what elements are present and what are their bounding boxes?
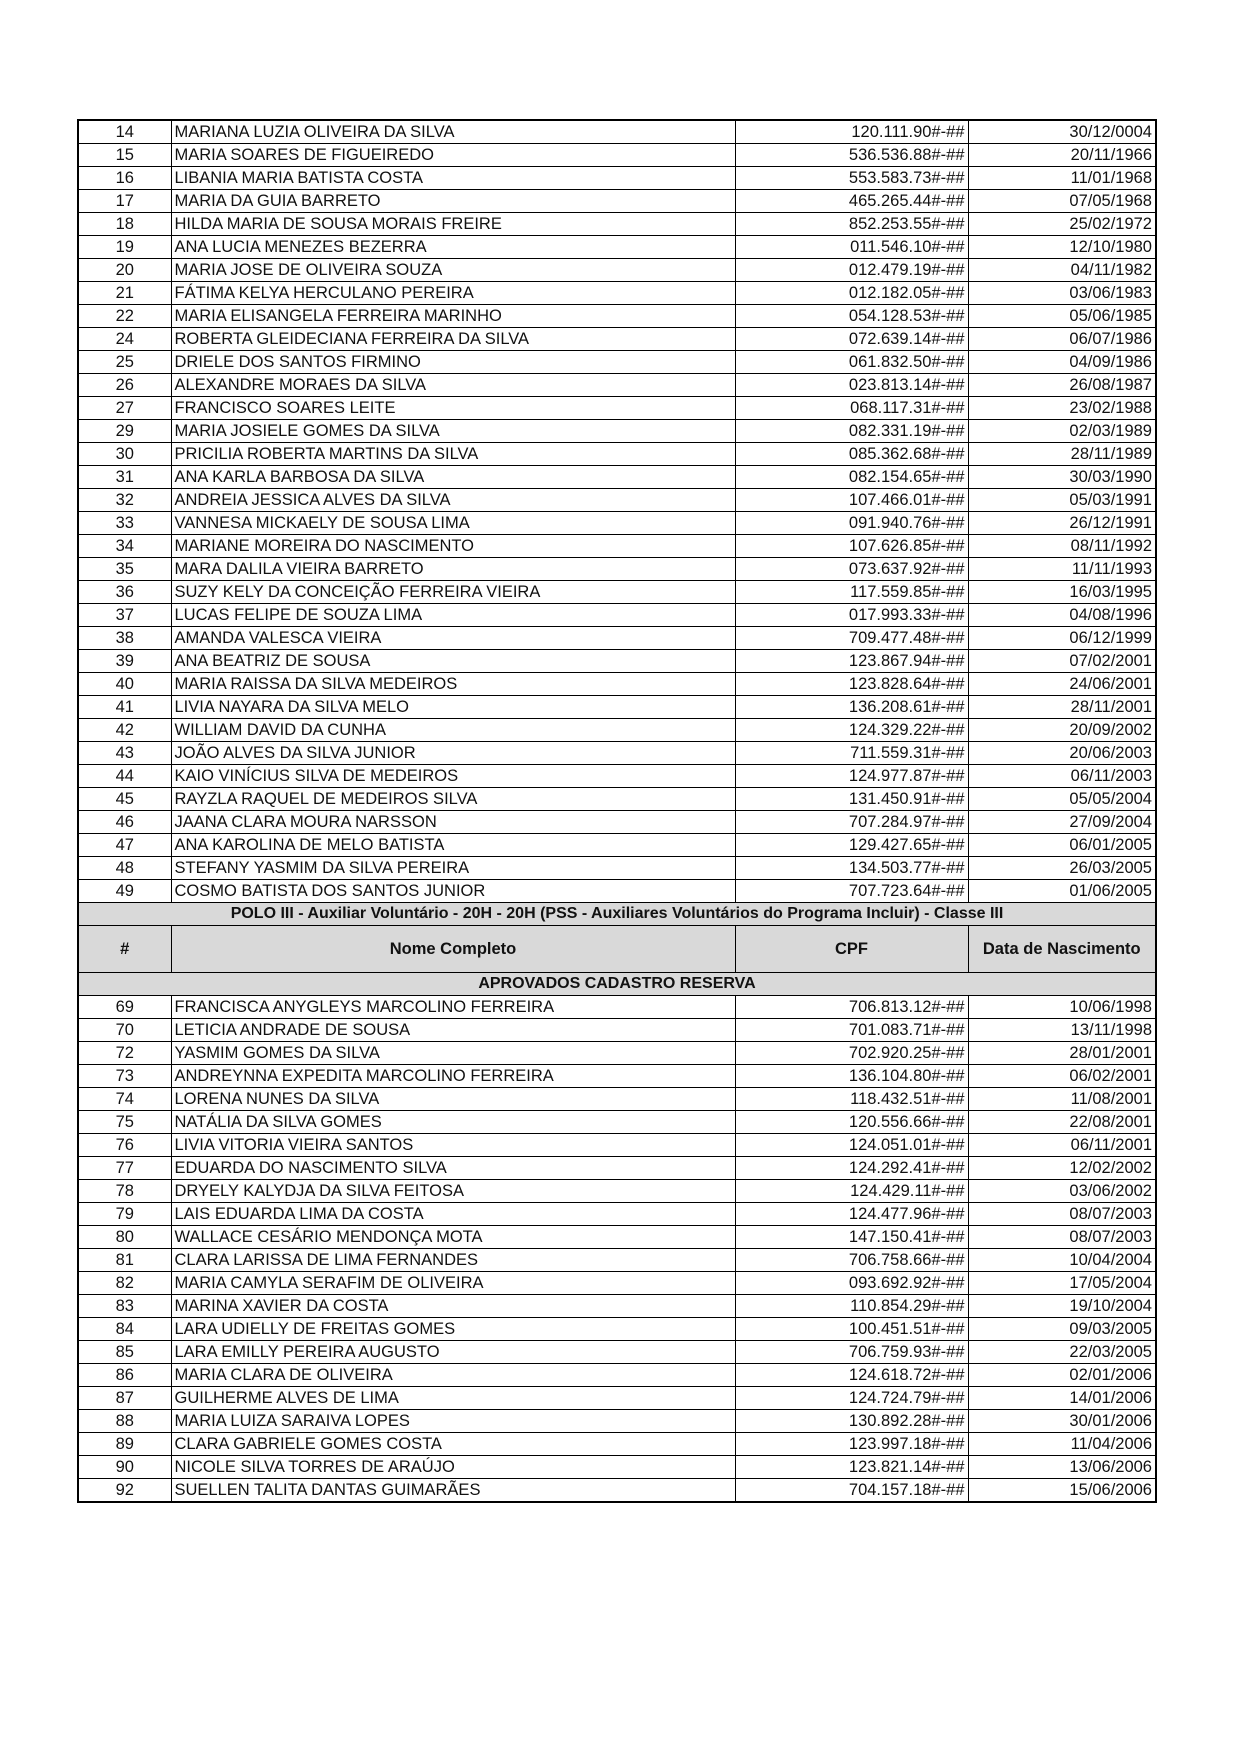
row-number: 75: [78, 1111, 171, 1134]
row-number: 90: [78, 1456, 171, 1479]
table-row: [78, 742, 1156, 765]
birth-date: 20/09/2002: [968, 719, 1156, 742]
candidate-cpf: 124.977.87#-##: [735, 765, 968, 788]
row-number: 37: [78, 604, 171, 627]
birth-date: 12/02/2002: [968, 1157, 1156, 1180]
birth-date: 02/01/2006: [968, 1364, 1156, 1387]
birth-date: 13/06/2006: [968, 1456, 1156, 1479]
polo-title: POLO III - Auxiliar Voluntário - 20H - 20H (PSS - Auxiliares Voluntários do Programa Incluir) - Classe III: [78, 903, 1156, 926]
candidate-cpf: 118.432.51#-##: [735, 1088, 968, 1111]
birth-date: 28/11/2001: [968, 696, 1156, 719]
candidate-name: LETICIA ANDRADE DE SOUSA: [171, 1019, 735, 1042]
table-row: [78, 328, 1156, 351]
candidate-name: MARIANE MOREIRA DO NASCIMENTO: [171, 535, 735, 558]
table-row: [78, 1364, 1156, 1387]
candidate-name: DRIELE DOS SANTOS FIRMINO: [171, 351, 735, 374]
table-row: [78, 1295, 1156, 1318]
row-number: 85: [78, 1341, 171, 1364]
table-row: [78, 996, 1156, 1019]
birth-date: 06/12/1999: [968, 627, 1156, 650]
birth-date: 07/02/2001: [968, 650, 1156, 673]
table-row: [78, 144, 1156, 167]
candidate-cpf: 134.503.77#-##: [735, 857, 968, 880]
birth-date: 05/06/1985: [968, 305, 1156, 328]
birth-date: 20/11/1966: [968, 144, 1156, 167]
row-number: 14: [78, 120, 171, 144]
candidate-cpf: 124.329.22#-##: [735, 719, 968, 742]
candidate-cpf: 017.993.33#-##: [735, 604, 968, 627]
birth-date: 22/08/2001: [968, 1111, 1156, 1134]
row-number: 44: [78, 765, 171, 788]
birth-date: 10/04/2004: [968, 1249, 1156, 1272]
birth-date: 06/07/1986: [968, 328, 1156, 351]
birth-date: 14/01/2006: [968, 1387, 1156, 1410]
row-number: 21: [78, 282, 171, 305]
table-row: [78, 788, 1156, 811]
candidate-cpf: 120.111.90#-##: [735, 120, 968, 144]
table-row: [78, 236, 1156, 259]
candidate-name: ANA KARLA BARBOSA DA SILVA: [171, 466, 735, 489]
candidate-name: MARIA CAMYLA SERAFIM DE OLIVEIRA: [171, 1272, 735, 1295]
birth-date: 16/03/1995: [968, 581, 1156, 604]
candidate-cpf: 120.556.66#-##: [735, 1111, 968, 1134]
candidate-name: LIVIA VITORIA VIEIRA SANTOS: [171, 1134, 735, 1157]
candidate-cpf: 023.813.14#-##: [735, 374, 968, 397]
candidate-name: PRICILIA ROBERTA MARTINS DA SILVA: [171, 443, 735, 466]
row-number: 29: [78, 420, 171, 443]
table-row: [78, 512, 1156, 535]
candidate-name: MARA DALILA VIEIRA BARRETO: [171, 558, 735, 581]
table-row: [78, 811, 1156, 834]
candidate-name: ALEXANDRE MORAES DA SILVA: [171, 374, 735, 397]
candidate-cpf: 107.626.85#-##: [735, 535, 968, 558]
candidate-cpf: 012.182.05#-##: [735, 282, 968, 305]
row-number: 49: [78, 880, 171, 903]
table-row: [78, 397, 1156, 420]
row-number: 81: [78, 1249, 171, 1272]
birth-date: 20/06/2003: [968, 742, 1156, 765]
row-number: 87: [78, 1387, 171, 1410]
row-number: 74: [78, 1088, 171, 1111]
table-row: [78, 213, 1156, 236]
candidate-name: LARA EMILLY PEREIRA AUGUSTO: [171, 1341, 735, 1364]
row-number: 69: [78, 996, 171, 1019]
candidate-name: LIVIA NAYARA DA SILVA MELO: [171, 696, 735, 719]
row-number: 22: [78, 305, 171, 328]
table-row: [78, 259, 1156, 282]
table-row: [78, 1456, 1156, 1479]
table-row: [78, 1433, 1156, 1456]
birth-date: 05/03/1991: [968, 489, 1156, 512]
row-number: 80: [78, 1226, 171, 1249]
candidate-cpf: 553.583.73#-##: [735, 167, 968, 190]
candidate-name: LORENA NUNES DA SILVA: [171, 1088, 735, 1111]
candidate-name: MARIA ELISANGELA FERREIRA MARINHO: [171, 305, 735, 328]
candidate-name: ANDREIA JESSICA ALVES DA SILVA: [171, 489, 735, 512]
candidate-cpf: 100.451.51#-##: [735, 1318, 968, 1341]
table-row: [78, 673, 1156, 696]
row-number: 43: [78, 742, 171, 765]
row-number: 16: [78, 167, 171, 190]
table-row: [78, 351, 1156, 374]
candidate-cpf: 701.083.71#-##: [735, 1019, 968, 1042]
candidate-name: MARIA SOARES DE FIGUEIREDO: [171, 144, 735, 167]
row-number: 32: [78, 489, 171, 512]
candidate-cpf: 123.828.64#-##: [735, 673, 968, 696]
candidate-name: FRANCISCA ANYGLEYS MARCOLINO FERREIRA: [171, 996, 735, 1019]
row-number: 70: [78, 1019, 171, 1042]
candidate-name: LAIS EDUARDA LIMA DA COSTA: [171, 1203, 735, 1226]
row-number: 35: [78, 558, 171, 581]
candidate-name: ANA LUCIA MENEZES BEZERRA: [171, 236, 735, 259]
table-row: [78, 167, 1156, 190]
table-row: [78, 374, 1156, 397]
table-row: [78, 581, 1156, 604]
table-row: [78, 1410, 1156, 1433]
table-row: [78, 834, 1156, 857]
row-number: 25: [78, 351, 171, 374]
table-row: [78, 880, 1156, 903]
birth-date: 08/07/2003: [968, 1226, 1156, 1249]
candidate-cpf: 465.265.44#-##: [735, 190, 968, 213]
birth-date: 06/02/2001: [968, 1065, 1156, 1088]
table-row: [78, 120, 1156, 144]
candidate-name: HILDA MARIA DE SOUSA MORAIS FREIRE: [171, 213, 735, 236]
birth-date: 08/07/2003: [968, 1203, 1156, 1226]
header-birth-date: Data de Nascimento: [968, 926, 1156, 973]
candidate-cpf: 707.284.97#-##: [735, 811, 968, 834]
candidate-cpf: 706.758.66#-##: [735, 1249, 968, 1272]
table-row: [78, 765, 1156, 788]
candidate-cpf: 129.427.65#-##: [735, 834, 968, 857]
candidate-cpf: 136.208.61#-##: [735, 696, 968, 719]
birth-date: 11/11/1993: [968, 558, 1156, 581]
row-number: 86: [78, 1364, 171, 1387]
candidate-cpf: 706.813.12#-##: [735, 996, 968, 1019]
candidate-name: LARA UDIELLY DE FREITAS GOMES: [171, 1318, 735, 1341]
header-cpf: CPF: [735, 926, 968, 973]
row-number: 89: [78, 1433, 171, 1456]
birth-date: 06/11/2003: [968, 765, 1156, 788]
table-row: [78, 190, 1156, 213]
table-row: [78, 1226, 1156, 1249]
table-row: [78, 1157, 1156, 1180]
row-number: 27: [78, 397, 171, 420]
candidate-name: MARIA CLARA DE OLIVEIRA: [171, 1364, 735, 1387]
candidate-cpf: 704.157.18#-##: [735, 1479, 968, 1503]
birth-date: 28/11/1989: [968, 443, 1156, 466]
candidate-cpf: 072.639.14#-##: [735, 328, 968, 351]
candidate-cpf: 093.692.92#-##: [735, 1272, 968, 1295]
candidate-name: ANA BEATRIZ DE SOUSA: [171, 650, 735, 673]
table-row: [78, 1042, 1156, 1065]
candidate-name: COSMO BATISTA DOS SANTOS JUNIOR: [171, 880, 735, 903]
row-number: 42: [78, 719, 171, 742]
candidate-name: LIBANIA MARIA BATISTA COSTA: [171, 167, 735, 190]
candidate-name: EDUARDA DO NASCIMENTO SILVA: [171, 1157, 735, 1180]
birth-date: 04/09/1986: [968, 351, 1156, 374]
birth-date: 13/11/1998: [968, 1019, 1156, 1042]
candidate-cpf: 706.759.93#-##: [735, 1341, 968, 1364]
subtitle-row: [78, 973, 1156, 996]
candidate-cpf: 124.051.01#-##: [735, 1134, 968, 1157]
table-row: [78, 1088, 1156, 1111]
birth-date: 06/11/2001: [968, 1134, 1156, 1157]
birth-date: 24/06/2001: [968, 673, 1156, 696]
row-number: 45: [78, 788, 171, 811]
candidate-name: ANDREYNNA EXPEDITA MARCOLINO FERREIRA: [171, 1065, 735, 1088]
row-number: 34: [78, 535, 171, 558]
birth-date: 04/11/1982: [968, 259, 1156, 282]
row-number: 78: [78, 1180, 171, 1203]
birth-date: 17/05/2004: [968, 1272, 1156, 1295]
candidate-name: MARIA JOSE DE OLIVEIRA SOUZA: [171, 259, 735, 282]
section2-header: [78, 903, 1156, 996]
birth-date: 11/08/2001: [968, 1088, 1156, 1111]
candidate-name: SUZY KELY DA CONCEIÇÃO FERREIRA VIEIRA: [171, 581, 735, 604]
candidate-cpf: 091.940.76#-##: [735, 512, 968, 535]
birth-date: 26/08/1987: [968, 374, 1156, 397]
birth-date: 28/01/2001: [968, 1042, 1156, 1065]
birth-date: 05/05/2004: [968, 788, 1156, 811]
birth-date: 26/12/1991: [968, 512, 1156, 535]
table-row: [78, 1318, 1156, 1341]
candidate-cpf: 011.546.10#-##: [735, 236, 968, 259]
birth-date: 11/04/2006: [968, 1433, 1156, 1456]
row-number: 48: [78, 857, 171, 880]
table-row: [78, 535, 1156, 558]
table-row: [78, 1019, 1156, 1042]
row-number: 15: [78, 144, 171, 167]
table-row: [78, 1249, 1156, 1272]
candidate-cpf: 707.723.64#-##: [735, 880, 968, 903]
column-header-row: [78, 926, 1156, 973]
table-row: [78, 282, 1156, 305]
candidate-name: MARIANA LUZIA OLIVEIRA DA SILVA: [171, 120, 735, 144]
table-row: [78, 1387, 1156, 1410]
candidate-cpf: 124.292.41#-##: [735, 1157, 968, 1180]
birth-date: 11/01/1968: [968, 167, 1156, 190]
header-name: Nome Completo: [171, 926, 735, 973]
candidate-name: NICOLE SILVA TORRES DE ARAÚJO: [171, 1456, 735, 1479]
table-row: [78, 627, 1156, 650]
birth-date: 22/03/2005: [968, 1341, 1156, 1364]
candidate-cpf: 085.362.68#-##: [735, 443, 968, 466]
section1-rows: [78, 120, 1156, 903]
candidate-name: STEFANY YASMIM DA SILVA PEREIRA: [171, 857, 735, 880]
table-row: [78, 1203, 1156, 1226]
candidate-name: JAANA CLARA MOURA NARSSON: [171, 811, 735, 834]
birth-date: 10/06/1998: [968, 996, 1156, 1019]
candidate-name: RAYZLA RAQUEL DE MEDEIROS SILVA: [171, 788, 735, 811]
candidate-name: MARINA XAVIER DA COSTA: [171, 1295, 735, 1318]
candidate-name: FÁTIMA KELYA HERCULANO PEREIRA: [171, 282, 735, 305]
table-row: [78, 857, 1156, 880]
row-number: 24: [78, 328, 171, 351]
candidate-name: MARIA LUIZA SARAIVA LOPES: [171, 1410, 735, 1433]
birth-date: 12/10/1980: [968, 236, 1156, 259]
reserve-list-subtitle: APROVADOS CADASTRO RESERVA: [78, 973, 1156, 996]
row-number: 26: [78, 374, 171, 397]
row-number: 36: [78, 581, 171, 604]
candidate-cpf: 123.867.94#-##: [735, 650, 968, 673]
candidate-cpf: 073.637.92#-##: [735, 558, 968, 581]
table-row: [78, 1180, 1156, 1203]
candidate-cpf: 107.466.01#-##: [735, 489, 968, 512]
row-number: 83: [78, 1295, 171, 1318]
table-row: [78, 1065, 1156, 1088]
birth-date: 02/03/1989: [968, 420, 1156, 443]
row-number: 31: [78, 466, 171, 489]
candidate-cpf: 124.618.72#-##: [735, 1364, 968, 1387]
row-number: 82: [78, 1272, 171, 1295]
row-number: 18: [78, 213, 171, 236]
birth-date: 19/10/2004: [968, 1295, 1156, 1318]
birth-date: 30/12/0004: [968, 120, 1156, 144]
candidate-name: SUELLEN TALITA DANTAS GUIMARÃES: [171, 1479, 735, 1503]
row-number: 19: [78, 236, 171, 259]
birth-date: 03/06/1983: [968, 282, 1156, 305]
candidate-name: VANNESA MICKAELY DE SOUSA LIMA: [171, 512, 735, 535]
candidate-cpf: 147.150.41#-##: [735, 1226, 968, 1249]
candidate-name: MARIA JOSIELE GOMES DA SILVA: [171, 420, 735, 443]
candidate-name: GUILHERME ALVES DE LIMA: [171, 1387, 735, 1410]
birth-date: 01/06/2005: [968, 880, 1156, 903]
row-number: 46: [78, 811, 171, 834]
row-number: 38: [78, 627, 171, 650]
candidate-cpf: 124.724.79#-##: [735, 1387, 968, 1410]
candidate-name: WILLIAM DAVID DA CUNHA: [171, 719, 735, 742]
row-number: 77: [78, 1157, 171, 1180]
birth-date: 07/05/1968: [968, 190, 1156, 213]
candidate-name: ROBERTA GLEIDECIANA FERREIRA DA SILVA: [171, 328, 735, 351]
row-number: 92: [78, 1479, 171, 1503]
table-row: [78, 1134, 1156, 1157]
candidate-cpf: 702.920.25#-##: [735, 1042, 968, 1065]
candidate-name: NATÁLIA DA SILVA GOMES: [171, 1111, 735, 1134]
polo-title-row: [78, 903, 1156, 926]
birth-date: 23/02/1988: [968, 397, 1156, 420]
candidate-cpf: 123.821.14#-##: [735, 1456, 968, 1479]
candidate-name: LUCAS FELIPE DE SOUZA LIMA: [171, 604, 735, 627]
row-number: 72: [78, 1042, 171, 1065]
table-row: [78, 1341, 1156, 1364]
row-number: 20: [78, 259, 171, 282]
candidate-cpf: 711.559.31#-##: [735, 742, 968, 765]
row-number: 88: [78, 1410, 171, 1433]
birth-date: 30/01/2006: [968, 1410, 1156, 1433]
candidate-name: WALLACE CESÁRIO MENDONÇA MOTA: [171, 1226, 735, 1249]
candidate-name: YASMIM GOMES DA SILVA: [171, 1042, 735, 1065]
birth-date: 03/06/2002: [968, 1180, 1156, 1203]
candidate-name: KAIO VINÍCIUS SILVA DE MEDEIROS: [171, 765, 735, 788]
table-row: [78, 558, 1156, 581]
candidates-table: [77, 119, 1157, 1503]
candidate-cpf: 012.479.19#-##: [735, 259, 968, 282]
candidate-name: JOÃO ALVES DA SILVA JUNIOR: [171, 742, 735, 765]
candidate-cpf: 082.154.65#-##: [735, 466, 968, 489]
table-row: [78, 489, 1156, 512]
candidate-name: AMANDA VALESCA VIEIRA: [171, 627, 735, 650]
birth-date: 15/06/2006: [968, 1479, 1156, 1503]
candidate-name: CLARA LARISSA DE LIMA FERNANDES: [171, 1249, 735, 1272]
candidate-cpf: 130.892.28#-##: [735, 1410, 968, 1433]
candidate-cpf: 068.117.31#-##: [735, 397, 968, 420]
candidate-name: ANA KAROLINA DE MELO BATISTA: [171, 834, 735, 857]
table-row: [78, 1111, 1156, 1134]
birth-date: 09/03/2005: [968, 1318, 1156, 1341]
header-number: #: [78, 926, 171, 973]
row-number: 39: [78, 650, 171, 673]
section2-rows: [78, 996, 1156, 1503]
candidate-name: MARIA DA GUIA BARRETO: [171, 190, 735, 213]
row-number: 33: [78, 512, 171, 535]
candidate-cpf: 110.854.29#-##: [735, 1295, 968, 1318]
row-number: 84: [78, 1318, 171, 1341]
candidate-cpf: 131.450.91#-##: [735, 788, 968, 811]
row-number: 17: [78, 190, 171, 213]
candidate-cpf: 061.832.50#-##: [735, 351, 968, 374]
candidate-name: MARIA RAISSA DA SILVA MEDEIROS: [171, 673, 735, 696]
row-number: 76: [78, 1134, 171, 1157]
row-number: 47: [78, 834, 171, 857]
candidate-name: CLARA GABRIELE GOMES COSTA: [171, 1433, 735, 1456]
candidate-name: FRANCISCO SOARES LEITE: [171, 397, 735, 420]
candidate-cpf: 852.253.55#-##: [735, 213, 968, 236]
table-row: [78, 305, 1156, 328]
table-row: [78, 443, 1156, 466]
row-number: 40: [78, 673, 171, 696]
candidate-cpf: 123.997.18#-##: [735, 1433, 968, 1456]
table-row: [78, 1479, 1156, 1503]
birth-date: 04/08/1996: [968, 604, 1156, 627]
birth-date: 08/11/1992: [968, 535, 1156, 558]
birth-date: 25/02/1972: [968, 213, 1156, 236]
birth-date: 27/09/2004: [968, 811, 1156, 834]
table-row: [78, 466, 1156, 489]
table-row: [78, 420, 1156, 443]
table-row: [78, 604, 1156, 627]
table-row: [78, 650, 1156, 673]
row-number: 73: [78, 1065, 171, 1088]
row-number: 30: [78, 443, 171, 466]
candidate-name: DRYELY KALYDJA DA SILVA FEITOSA: [171, 1180, 735, 1203]
results-sheet: [77, 119, 1155, 1503]
row-number: 79: [78, 1203, 171, 1226]
birth-date: 30/03/1990: [968, 466, 1156, 489]
row-number: 41: [78, 696, 171, 719]
table-row: [78, 719, 1156, 742]
candidate-cpf: 136.104.80#-##: [735, 1065, 968, 1088]
candidate-cpf: 054.128.53#-##: [735, 305, 968, 328]
candidate-cpf: 124.477.96#-##: [735, 1203, 968, 1226]
candidate-cpf: 082.331.19#-##: [735, 420, 968, 443]
candidate-cpf: 709.477.48#-##: [735, 627, 968, 650]
candidate-cpf: 124.429.11#-##: [735, 1180, 968, 1203]
birth-date: 26/03/2005: [968, 857, 1156, 880]
table-row: [78, 696, 1156, 719]
table-row: [78, 1272, 1156, 1295]
candidate-cpf: 536.536.88#-##: [735, 144, 968, 167]
candidate-cpf: 117.559.85#-##: [735, 581, 968, 604]
birth-date: 06/01/2005: [968, 834, 1156, 857]
